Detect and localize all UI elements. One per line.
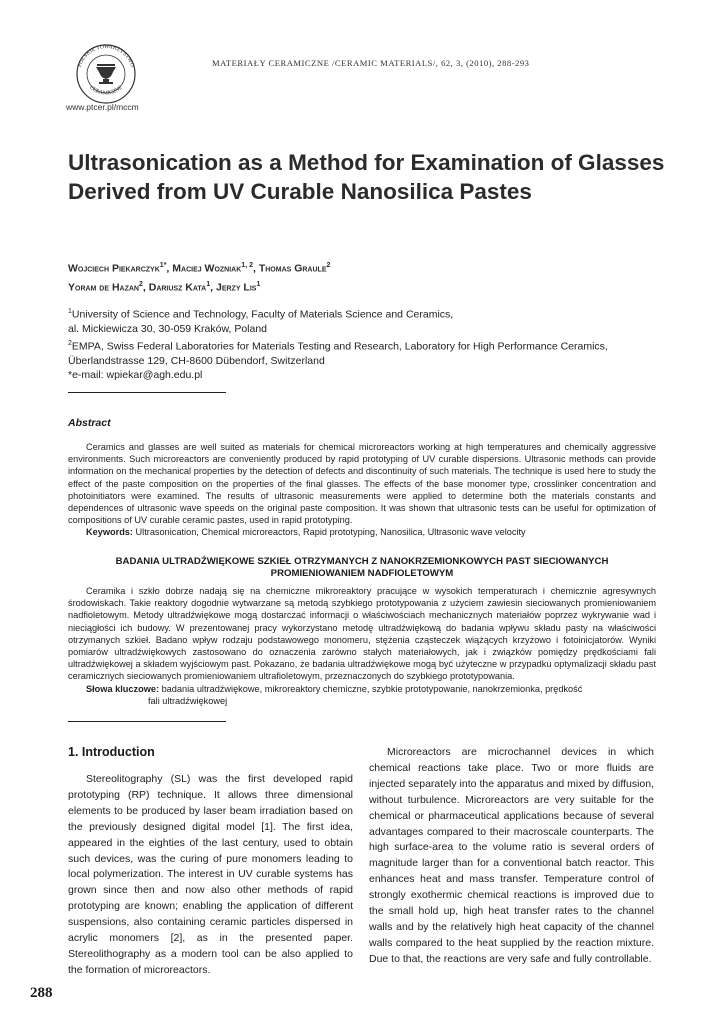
society-logo (62, 40, 150, 104)
author-name: Thomas Graule (258, 262, 327, 275)
author-separator: , (142, 281, 149, 293)
author-separator: , (252, 262, 259, 275)
keywords (68, 526, 656, 538)
author-list (68, 258, 330, 295)
abstract-heading: Abstract (68, 417, 111, 429)
polish-title (68, 556, 656, 580)
intro-paragraph-1: Stereolitography (SL) was the first developed rapid prototyping (RP) technique. It allows three dimensional elements to be produced by laser beam irradiation based on the previously designed digital model [1]. The first idea, appeared in the eighties of the last century, used to obtain such devices, was the curing of pure monomers leading to local polymerization. The interest in UV curable systems has grown since then and now also other methods of rapid prototyping are known; enabling the application of different suspensions, also containing ceramic particles dispersed in acrylic monomers [2], as in the presented paper. Stereolithography as a modern tool can be also applied to the formation of microreactors. (68, 773, 353, 976)
affiliation-2-line-1 (68, 337, 608, 354)
polish-keywords-text-2: fali ultradźwiękowej (148, 695, 228, 706)
section-heading: 1. Introduction (68, 745, 155, 759)
intro-paragraph-2: Microreactors are microchannel devices in which chemical reactions take place. Two or more fluids are injected separately into the apparatus and mixed by diffusion, without turbulence. Microreactors are very suitable for the chemical or pharmaceutical applications because of several advantages compared to their macroscale counterparts. The high surface-area to the volume ratio is several orders of magnitude larger than for a conventional batch reactor. This enhances heat and mass transfer. Temperature control of strongly exothermic chemical reactions is improved due to the small hold up, high heat transfer rates to the channel walls and by the relatively high heat capacity of the channel walls compared to the heat supplied by the reaction mixture. Due to that, the reactions are very safe and fully controllable. (369, 746, 654, 965)
keywords-text: Ultrasonication, Chemical microreactors, Rapid prototyping, Nanosilica, Ultrasonic wave velocity (132, 527, 526, 538)
author-name: Wojciech Piekarczyk (68, 262, 160, 275)
author-line-2 (68, 277, 330, 296)
affiliations (68, 305, 608, 383)
author-affil-sup: 1 (206, 280, 211, 288)
affiliation-1-line-1 (68, 305, 608, 322)
logo-top-text: POLSKIE TOWARZYSTWO (77, 43, 135, 68)
author-name: Maciej Wozniak (172, 262, 242, 275)
author-affil-sup: 1* (159, 262, 167, 269)
author-separator: , (210, 281, 216, 293)
affiliation-text: EMPA, Swiss Federal Laboratories for Materials Testing and Research, Laboratory for High Performance Ceramics, (71, 340, 608, 352)
author-name: Jerzy Lis (215, 281, 257, 293)
polish-title-line-1: BADANIA ULTRADŹWIĘKOWE SZKIEŁ OTRZYMANYCH Z NANOKRZEMIONKOWYCH PAST SIECIOWANYCH (115, 556, 609, 567)
author-affil-sup: 2 (138, 280, 143, 288)
author-separator: , (166, 262, 173, 275)
polish-keywords-label: Słowa kluczowe: (86, 683, 160, 694)
affiliation-sup: 2 (68, 339, 72, 347)
author-name: Dariusz Kata (148, 281, 207, 293)
paper-title: Ultrasonication as a Method for Examination of Glasses Derived from UV Curable Nanosilica Pastes (68, 150, 665, 204)
journal-website[interactable]: www.ptcer.pl/mccm (66, 102, 139, 112)
affiliation-sup: 1 (68, 308, 72, 315)
polish-abstract (68, 585, 656, 707)
affiliation-1-line-2: al. Mickiewicza 30, 30-059 Kraków, Poland (68, 323, 268, 335)
author-affil-sup: 1, 2 (241, 262, 253, 269)
polish-keywords (68, 683, 656, 707)
affiliation-2-line-2: Überlandstrasse 129, CH-8600 Dübendorf, Switzerland (68, 354, 325, 367)
keywords-label: Keywords: (86, 527, 133, 538)
vase-icon (96, 64, 116, 84)
abstract (68, 441, 656, 539)
polish-keywords-text: badania ultradźwiękowe, mikroreaktory chemiczne, szybkie prototypowanie, nanokrzemionka, prędkość (159, 683, 583, 694)
author-affil-sup: 2 (326, 262, 331, 269)
page-number: 288 (30, 985, 53, 1001)
logo-bottom-text: CERAMICZNE (88, 84, 124, 97)
corresponding-email[interactable]: *e-mail: wpiekar@agh.edu.pl (68, 369, 203, 381)
polish-abstract-body: Ceramika i szkło dobrze nadają się na chemiczne mikroreaktory pracujące w wysokich temperaturach i chemicznie agresywnych środowiskach. Takie reaktory dogodnie wytwarzane są metodą szybkiego prototypowania z użyciem zawiesin sieciowanych promieniowaniem nadfioletowym. Metody ultradźwiękowe mogą dostarczać informacji o właściwościach mechanicznych materiałów poprzez wykrywanie wad i nieciągłości ich budowy. W prezentowanej pracy wykorzystano metodę ultradźwiękową do badania wpływu składu pasty na właściwości otrzymanych szkieł. Badano wpływ rodzaju podstawowego monomeru, stężenia cząsteczek wiążących krzyżowo i fotoinicjatorów. Wyniki pomiarów ultradźwiękowych zastosowano do oznaczenia zarówno stałych materiałowych, jak i związków pomiędzy prędkościami fali ultradźwiękowej a składem wyjściowym past. Pokazano, że badania ultradźwiękowe mogą być użyteczne w przypadku optymalizacji składu past ceramicznych sieciowanych promieniowaniem ultrafioletowym, przeznaczonych do szybkiego prototypowania. (68, 586, 656, 682)
divider (68, 392, 226, 393)
svg-text:CERAMICZNE (88, 84, 124, 96)
affiliation-text: University of Science and Technology, Faculty of Materials Science and Ceramics, (71, 308, 454, 321)
polish-title-line-2: PROMIENIOWANIEM NADFIOLETOWYM (270, 568, 454, 579)
divider (68, 721, 226, 722)
abstract-body: Ceramics and glasses are well suited as materials for chemical microreactors working at high temperatures and chemically aggressive environments. Such microreactors are conveniently produced by rapid prototyping of UV curable dispersions. Ultrasonic methods can provide information on the mechanical properties by the detection of defects and discontinuity of such materials. The technique is used here to study the effect of the paste composition on the properties of the final glasses. The effects of the base monomer type, crosslinker concentration and photoinitiators were examined. The results of ultrasonic measurements were applied to determine both the materials constants and dependences of ultrasonic wave speeds on the original paste composition. It was shown that ultrasonic tests can be useful for optimization of compositions of UV curable ceramic pastes, used in rapid prototyping. (68, 442, 656, 526)
author-affil-sup: 1 (256, 280, 261, 288)
author-name: Yoram de Hazan (68, 281, 139, 293)
journal-citation: MATERIAŁY CERAMICZNE /CERAMIC MATERIALS/, 62, 3, (2010), 288-293 (212, 58, 530, 68)
author-line-1 (68, 258, 330, 277)
